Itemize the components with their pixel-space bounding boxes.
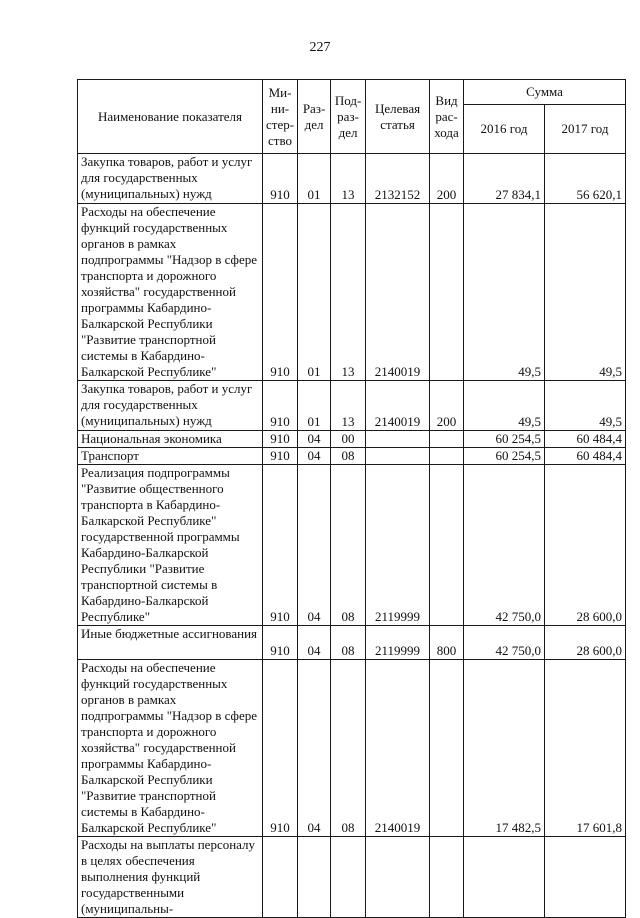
row-name: Реализация подпрограммы "Развитие общественного транспорта в Кабардино-Балкарской Республике" государственной программы Кабардино-Балкарской Республики "Развитие транспортной системы в Кабардино-Балкарской Республике" <box>78 465 263 626</box>
row-expense <box>430 448 464 465</box>
row-ministry: 910 <box>263 626 298 660</box>
table-row <box>78 431 626 448</box>
row-sum-2017: 17 601,8 <box>545 660 626 837</box>
row-name: Расходы на обеспечение функций государственных органов в рамках подпрограммы "Надзор в сфере транспорта и дорожного хозяйства" государственной программы Кабардино-Балкарской Республики "Развитие транспортной системы в Кабардино-Балкарской Республике" <box>78 660 263 837</box>
row-subsection: 08 <box>331 465 366 626</box>
row-subsection: 08 <box>331 448 366 465</box>
header-target-article: Целевая статья <box>366 80 430 154</box>
row-article <box>366 837 430 918</box>
row-section: 04 <box>298 465 331 626</box>
row-sum-2016: 42 750,0 <box>464 626 545 660</box>
row-subsection: 13 <box>331 204 366 381</box>
row-sum-2017: 49,5 <box>545 381 626 431</box>
row-name: Закупка товаров, работ и услуг для государственных (муниципальных) нужд <box>78 381 263 431</box>
row-section: 01 <box>298 204 331 381</box>
row-expense: 200 <box>430 381 464 431</box>
table-row <box>78 626 626 660</box>
budget-table <box>77 79 626 918</box>
row-sum-2017: 28 600,0 <box>545 465 626 626</box>
header-subsection: Под-раз-дел <box>331 80 366 154</box>
row-article: 2119999 <box>366 465 430 626</box>
row-sum-2017: 28 600,0 <box>545 626 626 660</box>
row-name: Национальная экономика <box>78 431 263 448</box>
row-name: Транспорт <box>78 448 263 465</box>
header-name: Наименование показателя <box>78 80 263 154</box>
row-sum-2016: 60 254,5 <box>464 448 545 465</box>
row-subsection: 13 <box>331 381 366 431</box>
row-subsection: 08 <box>331 660 366 837</box>
row-article <box>366 448 430 465</box>
row-section: 01 <box>298 154 331 204</box>
row-subsection: 08 <box>331 626 366 660</box>
row-article: 2140019 <box>366 660 430 837</box>
row-sum-2017: 56 620,1 <box>545 154 626 204</box>
row-sum-2016: 60 254,5 <box>464 431 545 448</box>
row-article: 2140019 <box>366 204 430 381</box>
row-name: Расходы на выплаты персоналу в целях обеспечения выполнения функций государственными (муниципальны- <box>78 837 263 918</box>
row-name: Иные бюджетные ассигнования <box>78 626 263 660</box>
header-year-2016: 2016 год <box>464 105 545 154</box>
row-ministry: 910 <box>263 381 298 431</box>
row-subsection <box>331 837 366 918</box>
table-body <box>78 154 626 918</box>
row-sum-2016: 27 834,1 <box>464 154 545 204</box>
table-row <box>78 465 626 626</box>
row-ministry <box>263 837 298 918</box>
row-article: 2132152 <box>366 154 430 204</box>
row-expense <box>430 660 464 837</box>
row-expense: 800 <box>430 626 464 660</box>
table-row <box>78 448 626 465</box>
row-article: 2119999 <box>366 626 430 660</box>
row-expense <box>430 204 464 381</box>
table-row <box>78 837 626 918</box>
row-expense <box>430 465 464 626</box>
row-sum-2016: 17 482,5 <box>464 660 545 837</box>
row-name: Закупка товаров, работ и услуг для государственных (муниципальных) нужд <box>78 154 263 204</box>
row-sum-2017: 60 484,4 <box>545 431 626 448</box>
row-ministry: 910 <box>263 154 298 204</box>
row-ministry: 910 <box>263 660 298 837</box>
row-sum-2017 <box>545 837 626 918</box>
row-name: Расходы на обеспечение функций государственных органов в рамках подпрограммы "Надзор в сфере транспорта и дорожного хозяйства" государственной программы Кабардино-Балкарской Республики "Развитие транспортной системы в Кабардино-Балкарской Республике" <box>78 204 263 381</box>
header-sum: Сумма <box>464 80 626 105</box>
row-sum-2016: 42 750,0 <box>464 465 545 626</box>
row-sum-2016: 49,5 <box>464 204 545 381</box>
row-section: 01 <box>298 381 331 431</box>
row-section <box>298 837 331 918</box>
row-article: 2140019 <box>366 381 430 431</box>
row-subsection: 00 <box>331 431 366 448</box>
header-expense-type: Вид рас-хода <box>430 80 464 154</box>
row-sum-2016: 49,5 <box>464 381 545 431</box>
row-section: 04 <box>298 448 331 465</box>
table-row <box>78 204 626 381</box>
row-expense <box>430 837 464 918</box>
table-row <box>78 381 626 431</box>
row-sum-2017: 49,5 <box>545 204 626 381</box>
page-number: 227 <box>309 40 331 55</box>
row-ministry: 910 <box>263 431 298 448</box>
row-expense <box>430 431 464 448</box>
row-sum-2017: 60 484,4 <box>545 448 626 465</box>
header-ministry: Ми-ни-стер-ство <box>263 80 298 154</box>
row-section: 04 <box>298 626 331 660</box>
table-row <box>78 660 626 837</box>
header-section: Раз-дел <box>298 80 331 154</box>
row-section: 04 <box>298 660 331 837</box>
row-sum-2016 <box>464 837 545 918</box>
row-ministry: 910 <box>263 448 298 465</box>
row-expense: 200 <box>430 154 464 204</box>
row-ministry: 910 <box>263 465 298 626</box>
table-row <box>78 154 626 204</box>
row-section: 04 <box>298 431 331 448</box>
row-ministry: 910 <box>263 204 298 381</box>
row-article <box>366 431 430 448</box>
row-subsection: 13 <box>331 154 366 204</box>
header-year-2017: 2017 год <box>545 105 626 154</box>
table-header <box>78 80 626 154</box>
